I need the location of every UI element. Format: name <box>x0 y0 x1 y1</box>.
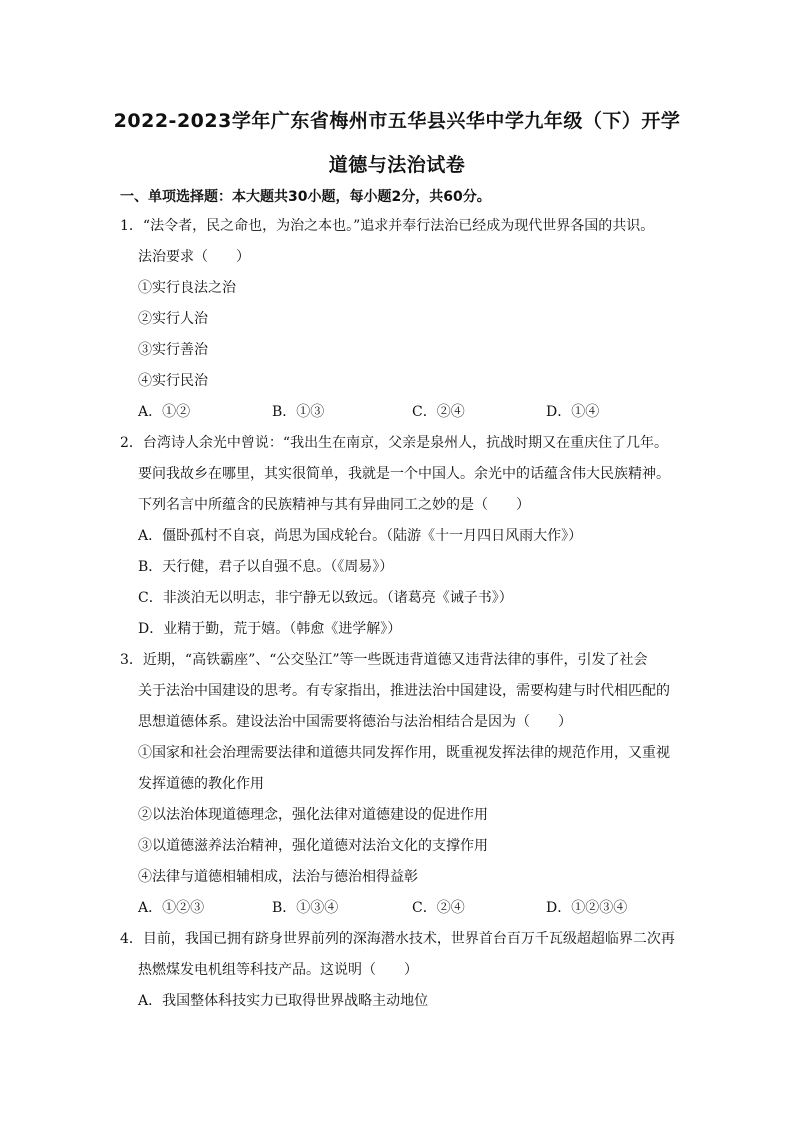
question-3-option-d[interactable]: D．①②③④ <box>546 900 628 916</box>
question-3-option-b[interactable]: B．①③④ <box>272 900 339 916</box>
question-3-stem-line3: 思想道德体系。建设法治中国需要将德治与法治相结合是因为（ ） <box>138 714 572 730</box>
question-3-item-1: ①国家和社会治理需要法律和道德共同发挥作用，既重视发挥法律的规范作用，又重视 <box>138 745 670 761</box>
question-2-option-c[interactable]: C．非淡泊无以明志，非宁静无以致远。（诸葛亮《诫子书》） <box>138 590 513 606</box>
question-2-option-d[interactable]: D．业精于勤，荒于嬉。（韩愈《进学解》） <box>138 621 402 637</box>
question-1-option-b[interactable]: B．①③ <box>272 404 325 420</box>
question-1-item-4: ④实行民治 <box>138 373 208 389</box>
question-3-stem-line2: 关于法治中国建设的思考。有专家指出，推进法治中国建设，需要构建与时代相匹配的 <box>138 683 670 699</box>
question-2-stem-line3: 下列名言中所蕴含的民族精神与其有异曲同工之妙的是（ ） <box>138 497 530 513</box>
question-3-item-3: ③以道德滋养法治精神，强化道德对法治文化的支撑作用 <box>138 838 488 854</box>
question-2-option-b[interactable]: B．天行健，君子以自强不息。（《周易》） <box>138 559 394 575</box>
question-1-stem-line1: 1．“法令者，民之命也，为治之本也。”追求并奉行法治已经成为现代世界各国的共识。 <box>120 218 655 234</box>
question-3-item-1-cont: 发挥道德的教化作用 <box>138 776 264 792</box>
question-1-option-a[interactable]: A．①② <box>138 404 191 420</box>
question-4-stem-line2: 热燃煤发电机组等科技产品。这说明（ ） <box>138 962 418 978</box>
question-1-option-d[interactable]: D．①④ <box>546 404 600 420</box>
section-heading: 一、单项选择题：本大题共30小题，每小题2分，共60分。 <box>120 189 491 205</box>
question-4-option-a[interactable]: A．我国整体科技实力已取得世界战略主动地位 <box>138 993 429 1009</box>
question-3-stem-line1: 3．近期，“高铁霸座”、“公交坠江”等一些既违背道德又违背法律的事件，引发了社会 <box>120 652 648 668</box>
exam-title-line1: 2022-2023学年广东省梅州市五华县兴华中学九年级（下）开学 <box>113 110 681 132</box>
question-3-item-4: ④法律与道德相辅相成，法治与德治相得益彰 <box>138 869 418 885</box>
question-3-item-2: ②以法治体现道德理念，强化法律对道德建设的促进作用 <box>138 807 488 823</box>
question-2-option-a[interactable]: A．僵卧孤村不自哀，尚思为国戍轮台。（陆游《十一月四日风雨大作》） <box>138 528 583 544</box>
question-3-option-a[interactable]: A．①②③ <box>138 900 205 916</box>
question-3-option-c[interactable]: C．②④ <box>412 900 465 916</box>
question-2-stem-line1: 2．台湾诗人余光中曾说：“我出生在南京，父亲是泉州人，抗战时期又在重庆住了几年。 <box>120 435 669 451</box>
exam-title-line2: 道德与法治试卷 <box>328 154 466 176</box>
question-1-item-1: ①实行良法之治 <box>138 280 236 296</box>
question-2-stem-line2: 要问我故乡在哪里，其实很简单，我就是一个中国人。余光中的话蕴含伟大民族精神。 <box>138 466 670 482</box>
question-1-option-c[interactable]: C．②④ <box>412 404 465 420</box>
question-1-item-2: ②实行人治 <box>138 311 208 327</box>
question-1-item-3: ③实行善治 <box>138 342 208 358</box>
question-4-stem-line1: 4．目前，我国已拥有跻身世界前列的深海潜水技术，世界首台百万千瓦级超超临界二次再 <box>120 931 675 947</box>
question-1-stem-line2: 法治要求（ ） <box>138 249 250 265</box>
